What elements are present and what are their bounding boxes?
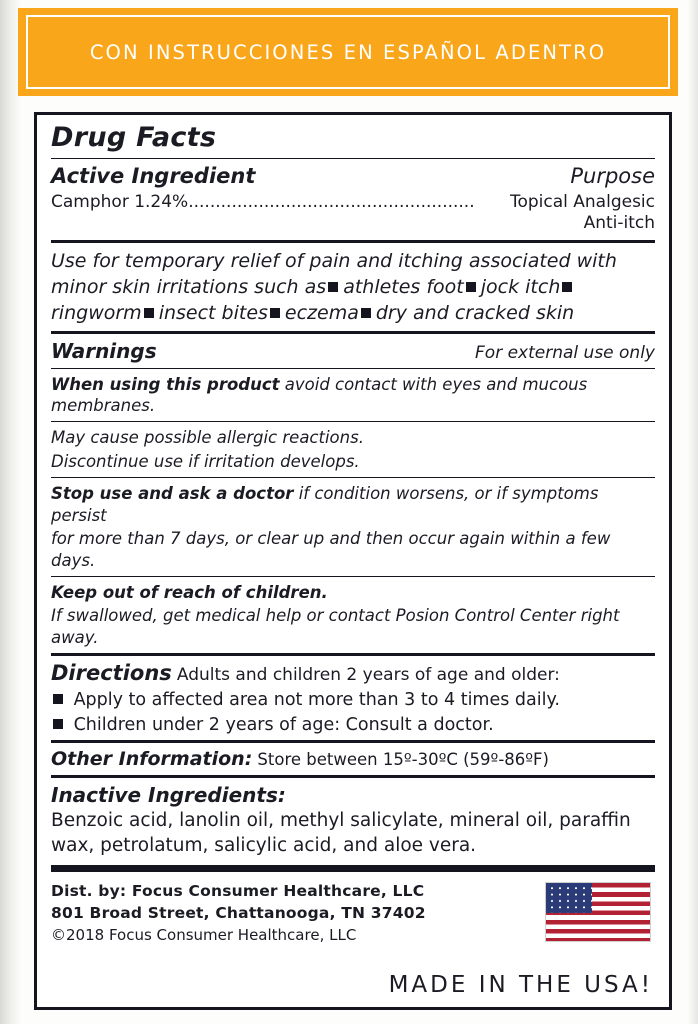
warnings-heading: Warnings: [51, 338, 157, 363]
bullet-square-icon: [328, 282, 338, 292]
directions-subheading: Adults and children 2 years of age and older:: [176, 665, 560, 686]
uses-section: [51, 248, 655, 326]
purpose-value-2: Anti-itch: [583, 213, 655, 234]
divider-warn-4: [51, 576, 655, 577]
warnings-header-row: [51, 339, 655, 363]
directions-item-0: [51, 690, 655, 710]
stop-use-line-2: for more than 7 days, or clear up and then occur again within a few days.: [51, 529, 611, 570]
uses-item-1: jock itch: [480, 275, 561, 298]
directions-header-row: [51, 661, 655, 685]
stop-use-bold: Stop use and ask a doctor: [51, 484, 294, 504]
inactive-ingredients-heading: Inactive Ingredients:: [51, 783, 286, 808]
allergic-line-2: Discontinue use if irritation develops.: [51, 451, 360, 471]
keep-out-bold: Keep out of reach of children.: [51, 583, 328, 603]
uses-intro: Use for temporary relief of pain and itching associated with minor skin irritations such as: [51, 249, 617, 298]
distributor-line-2: 801 Broad Street, Chattanooga, TN 37402: [51, 903, 426, 922]
bullet-square-icon: [144, 308, 154, 318]
ingredient-line: Camphor 1.24%.....................................................: [51, 192, 475, 212]
bullet-square-icon: [466, 282, 476, 292]
uses-item-5: dry and cracked skin: [375, 301, 575, 324]
other-information-row: [51, 748, 655, 770]
keep-out-line: [51, 582, 655, 603]
purpose-value-1: Topical Analgesic: [509, 192, 655, 212]
divider-uses: [51, 240, 655, 243]
divider-warn-1: [51, 368, 655, 369]
spanish-banner-border: [26, 15, 670, 89]
when-using-rest: avoid contact with eyes and mucous membranes.: [51, 374, 588, 415]
spanish-banner-text: CON INSTRUCCIONES EN ESPAÑOL ADENTRO: [89, 40, 607, 64]
uses-item-0: athletes foot: [343, 275, 464, 298]
when-using-bold: When using this product: [51, 374, 280, 394]
divider-title: [51, 158, 655, 159]
active-ingredient-row: [51, 164, 655, 188]
drug-facts-panel: [34, 112, 672, 1010]
bullet-square-icon: [53, 719, 63, 729]
when-using-line: [51, 374, 655, 417]
directions-item-1: [51, 715, 655, 735]
divider-warn-3: [51, 477, 655, 478]
bullet-square-icon: [562, 282, 572, 292]
bullet-square-icon: [270, 308, 280, 318]
package-left-edge: [0, 0, 20, 1024]
divider-footer: [51, 865, 655, 872]
allergic-line-1: May cause possible allergic reactions.: [51, 428, 364, 448]
ingredient-value-row: [51, 188, 655, 213]
external-use-only-text: For external use only: [475, 342, 655, 363]
directions-item-0-text: Apply to affected area not more than 3 to 4 times daily.: [73, 690, 560, 711]
divider-inactive: [51, 775, 655, 778]
copyright-line: ©2018 Focus Consumer Healthcare, LLC: [51, 925, 357, 944]
us-flag-icon: [545, 882, 651, 942]
bullet-square-icon: [361, 308, 371, 318]
other-information-text: Store between 15º-30ºC (59º-86ºF): [257, 750, 549, 770]
made-in-usa-text: MADE IN THE USA!: [388, 971, 653, 998]
purpose-label: Purpose: [570, 164, 655, 188]
keep-out-sub-line: If swallowed, get medical help or contact Posion Control Center right away.: [51, 606, 620, 647]
divider-directions: [51, 653, 655, 656]
divider-other-info: [51, 740, 655, 743]
stop-use-line-1: [51, 483, 655, 526]
active-ingredient-label: Active Ingredient: [51, 164, 256, 188]
directions-item-1-text: Children under 2 years of age: Consult a doctor.: [73, 715, 494, 736]
distributor-line-1: Dist. by: Focus Consumer Healthcare, LLC: [51, 881, 425, 900]
footer-section: [51, 880, 655, 998]
stop-use-rest: if condition worsens, or if symptoms persist: [51, 484, 599, 525]
uses-item-2: ringworm: [51, 301, 142, 324]
inactive-ingredients-text: Benzoic acid, lanolin oil, methyl salicylate, mineral oil, paraffin wax, petrolatum, salicylic acid, and aloe vera.: [51, 810, 631, 856]
directions-heading: Directions: [51, 661, 172, 686]
other-information-heading: Other Information:: [51, 748, 253, 771]
divider-warn-2: [51, 421, 655, 422]
uses-item-4: eczema: [284, 301, 359, 324]
package-right-edge: [688, 0, 698, 1024]
flag-stars: [546, 883, 592, 914]
spanish-instructions-banner: [18, 8, 678, 96]
uses-item-3: insect bites: [158, 301, 268, 324]
drug-facts-title: Drug Facts: [51, 122, 217, 153]
divider-warnings: [51, 331, 655, 334]
bullet-square-icon: [53, 694, 63, 704]
